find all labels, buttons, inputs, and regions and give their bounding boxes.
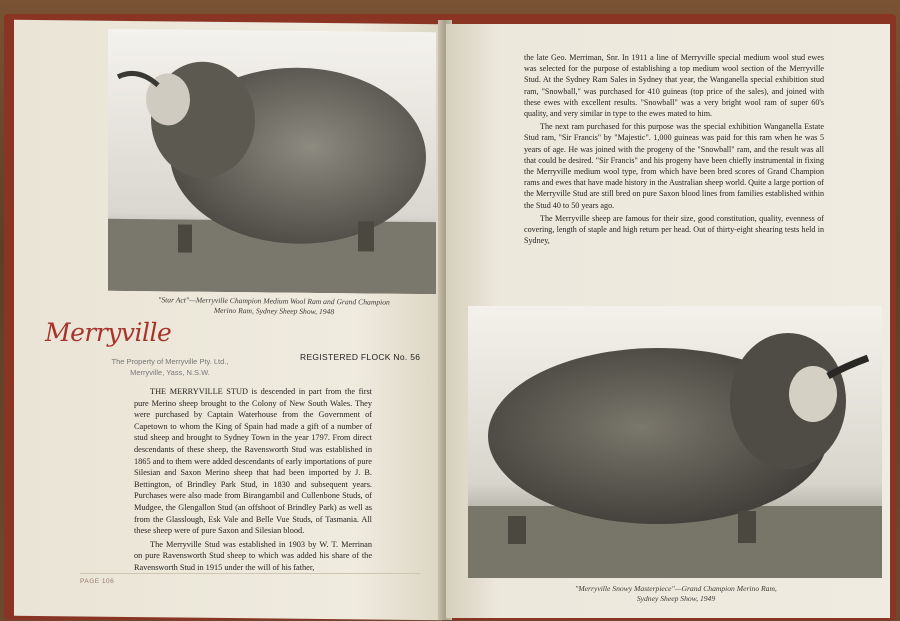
footer-rule — [80, 573, 420, 574]
page-number: PAGE 106 — [80, 578, 115, 585]
ram-photo-snowy-masterpiece — [468, 306, 882, 578]
right-paragraph-1: the late Geo. Merriman, Snr. In 1911 a line of Merryville special medium wool stud ewes was selected for the purpose of establishing a top medium wool section of the Merryville Stud. At the Sydney Ram Sales in Sydney that year, the Wanganella special exhibition stud ram, "Snowball," was purchased for 410 guineas (top price of the sales), and joined with these ewes with excellent results. "Snowball" was a very bright wool ram of super 60's quality, and very similar in type to the ewes mated to him. — [524, 53, 824, 119]
owner-line-1: The Property of Merryville Pty. Ltd., — [111, 357, 229, 366]
caption-line-2: Merino Ram, Sydney Sheep Show, 1948 — [213, 305, 335, 317]
owner-address — [100, 356, 240, 378]
caption-line-1: "Star Act"—Merryville Champion Medium Wool Ram and Grand Champion — [158, 295, 390, 307]
caption-line-1: "Merryville Snowy Masterpiece"—Grand Champion Merino Ram, — [575, 584, 777, 593]
top-photo-caption — [114, 295, 434, 318]
bottom-photo-caption — [506, 584, 846, 604]
left-paragraph-1: THE MERRYVILLE STUD is descended in part from the first pure Merino sheep brought to the Colony of New South Wales. They were purchased by Captain Waterhouse from the Government of Capetown to whom the King of Spain had made a gift of a number of stud sheep and brought to Sydney Town in the year 1797. From direct descendants of these sheep, the Ravensworth Stud was established in 1865 and to them were added descendants of early importations of pure Silesian and Saxon Merino sheep that had been imported by J. B. Bettington, of Brindley Park Stud, in 1830 and subsequent years. Purchases were also made from Birangambil and Cullenbone Studs, of Mudgee, the Glengallon Stud (an offshoot of Brindley Park) as well as from the Glasslough, Esk Vale and Belle Vue Studs, of Tasmania. All these sheep were of pure Saxon and Silesian blood. — [134, 387, 372, 536]
caption-line-2: Sydney Sheep Show, 1949 — [636, 594, 716, 603]
left-paragraph-2: The Merryville Stud was established in 1903 by W. T. Merrinan on pure Ravensworth Stud sheep to which was added his share of the Ravensworth Stud in 1915 under the will of his father, — [134, 539, 372, 572]
left-body-text — [134, 386, 372, 576]
merryville-brand-title: Merryville — [45, 318, 172, 347]
right-body-text — [524, 52, 824, 248]
registered-flock-number: REGISTERED FLOCK No. 56 — [300, 352, 421, 362]
owner-line-2: Merryville, Yass, N.S.W. — [130, 368, 210, 377]
right-paragraph-2: The next ram purchased for this purpose was the special exhibition Wanganella Estate Stud ram, "Sir Francis" by "Majestic". 1,000 guineas was paid for this ram when he was 5 years of age. He was joined with the progeny of the "Snowball" ram, and the result was all that could be desired. "Sir Francis" and his progeny have been chiefly instrumental in fixing the Merryville medium wool type, from which have been bred scores of Grand Champion rams and ewes that have made history in the Australian sheep world. Quite a large portion of the Merryville Stud are still bred on pure Saxon blood lines from families established within the Stud 40 to 50 years ago. — [524, 122, 824, 210]
right-paragraph-3: The Merryville sheep are famous for their size, good constitution, quality, evenness of covering, length of staple and high return per head. Out of thirty-eight shearing tests held in Sydney, — [524, 213, 824, 246]
right-page — [446, 24, 890, 618]
ram-photo-star-act — [108, 29, 436, 294]
